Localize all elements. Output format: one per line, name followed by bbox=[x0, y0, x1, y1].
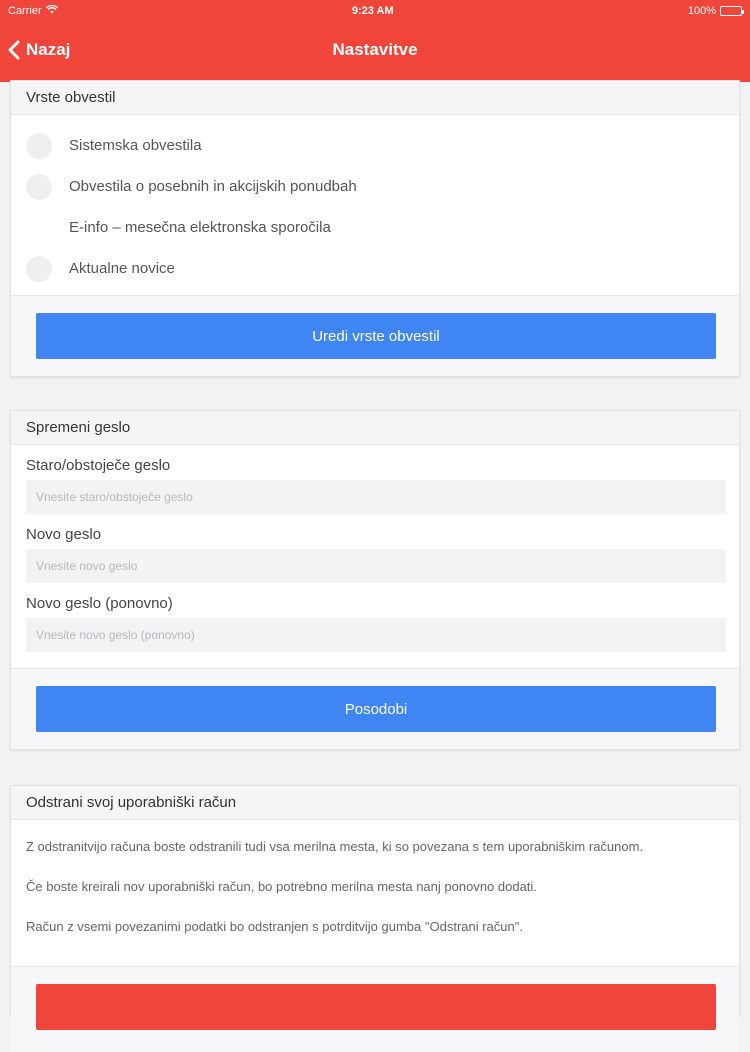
delete-account-footer bbox=[11, 966, 739, 1052]
list-item[interactable] bbox=[26, 207, 724, 248]
list-item[interactable] bbox=[26, 248, 724, 289]
new-password-input[interactable] bbox=[26, 549, 726, 583]
clock: 9:23 AM bbox=[351, 5, 394, 17]
change-password-card bbox=[10, 410, 740, 750]
repeat-password-input[interactable] bbox=[26, 618, 726, 652]
delete-account-paragraph: Če boste kreirali nov uporabniški račun, bo potrebno merilna mesta nanj ponovno dodati. bbox=[26, 879, 537, 894]
list-item[interactable] bbox=[26, 166, 724, 207]
password-footer bbox=[11, 668, 739, 749]
delete-account-button[interactable] bbox=[36, 984, 716, 1030]
checkbox-icon[interactable] bbox=[26, 256, 52, 282]
new-password-label: Novo geslo bbox=[26, 526, 102, 543]
back-label: Nazaj bbox=[26, 40, 71, 59]
wifi-icon bbox=[46, 5, 58, 17]
delete-account-header: Odstrani svoj uporabniški račun bbox=[11, 786, 739, 820]
checkbox-icon[interactable] bbox=[26, 133, 52, 159]
carrier-label: Carrier bbox=[8, 5, 42, 17]
notifications-footer bbox=[11, 295, 739, 376]
battery-icon bbox=[720, 6, 742, 16]
old-password-label: Staro/obstoječe geslo bbox=[26, 457, 171, 474]
notifications-card bbox=[10, 80, 740, 377]
notification-label: E-info – mesečna elektronska sporočila bbox=[69, 219, 331, 236]
edit-notifications-button[interactable]: Uredi vrste obvestil bbox=[36, 313, 716, 359]
checkbox-icon[interactable] bbox=[26, 174, 52, 200]
delete-account-paragraph: Z odstranitvijo računa boste odstranili tudi vsa merilna mesta, ki so povezana s tem uporabniškim računom. bbox=[26, 839, 644, 854]
notification-label: Sistemska obvestila bbox=[69, 137, 202, 154]
notifications-header: Vrste obvestil bbox=[11, 81, 739, 115]
password-form bbox=[11, 445, 739, 668]
old-password-input[interactable] bbox=[26, 480, 726, 514]
delete-account-paragraph: Račun z vsemi povezanimi podatki bo odstranjen s potrditvijo gumba "Odstrani račun". bbox=[26, 919, 523, 934]
page-title: Nastavitve bbox=[332, 40, 418, 59]
notification-list bbox=[11, 115, 739, 295]
battery-percent: 100% bbox=[687, 5, 716, 17]
list-item[interactable] bbox=[26, 125, 724, 166]
delete-account-text bbox=[11, 820, 739, 936]
repeat-password-label: Novo geslo (ponovno) bbox=[26, 595, 173, 612]
status-bar bbox=[0, 0, 750, 22]
navigation-bar bbox=[0, 22, 750, 82]
delete-account-card bbox=[10, 785, 740, 1015]
change-password-header: Spremeni geslo bbox=[11, 411, 739, 445]
update-password-button[interactable]: Posodobi bbox=[36, 686, 716, 732]
notification-label: Obvestila o posebnih in akcijskih ponudbah bbox=[69, 178, 357, 195]
notification-label: Aktualne novice bbox=[69, 260, 175, 277]
checkbox-icon[interactable] bbox=[26, 215, 52, 241]
